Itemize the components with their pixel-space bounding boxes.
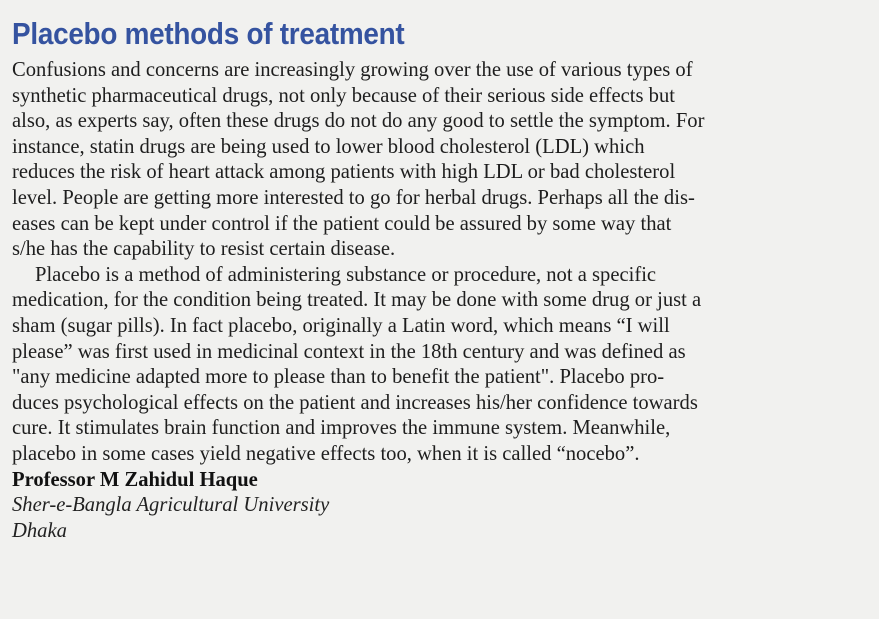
paragraph-line: eases can be kept under control if the patient could be assured by some way that bbox=[12, 212, 672, 235]
paragraph-line: level. People are getting more interested to go for herbal drugs. Perhaps all the dis- bbox=[12, 186, 695, 209]
article bbox=[12, 16, 870, 544]
paragraph-line: s/he has the capability to resist certain disease. bbox=[12, 238, 396, 261]
author-name: Professor M Zahidul Haque bbox=[12, 468, 258, 491]
paragraph-line: reduces the risk of heart attack among patients with high LDL or bad cholesterol bbox=[12, 161, 676, 184]
paragraph-line: medication, for the condition being treated. It may be done with some drug or just a bbox=[12, 289, 702, 312]
paragraph-line: instance, statin drugs are being used to lower blood cholesterol (LDL) which bbox=[12, 135, 645, 158]
author-institution: Sher-e-Bangla Agricultural University bbox=[12, 494, 330, 517]
paragraph-line: synthetic pharmaceutical drugs, not only because of their serious side effects but bbox=[12, 84, 675, 107]
paragraph-line: Placebo is a method of administering substance or procedure, not a specific bbox=[35, 263, 657, 286]
signature-block bbox=[12, 468, 870, 545]
paragraph-line: duces psychological effects on the patient and increases his/her confidence towards bbox=[12, 391, 698, 414]
paragraph-line: placebo in some cases yield negative effects too, when it is called “nocebo”. bbox=[12, 442, 640, 465]
paragraph-line: also, as experts say, often these drugs do not do any good to settle the symptom. For bbox=[12, 110, 705, 133]
paragraph-line: "any medicine adapted more to please than to benefit the patient". Placebo pro- bbox=[12, 366, 665, 389]
paragraph-line: Confusions and concerns are increasingly growing over the use of various types of bbox=[12, 59, 693, 81]
author-city: Dhaka bbox=[12, 519, 67, 542]
paragraph-1 bbox=[12, 58, 870, 263]
paragraph-2 bbox=[12, 263, 870, 468]
paragraph-line: sham (sugar pills). In fact placebo, originally a Latin word, which means “I will bbox=[12, 314, 670, 337]
paragraph-line: cure. It stimulates brain function and improves the immune system. Meanwhile, bbox=[12, 417, 671, 440]
paragraph-line: please” was first used in medicinal context in the 18th century and was defined as bbox=[12, 340, 686, 363]
article-title: Placebo methods of treatment bbox=[12, 16, 405, 51]
